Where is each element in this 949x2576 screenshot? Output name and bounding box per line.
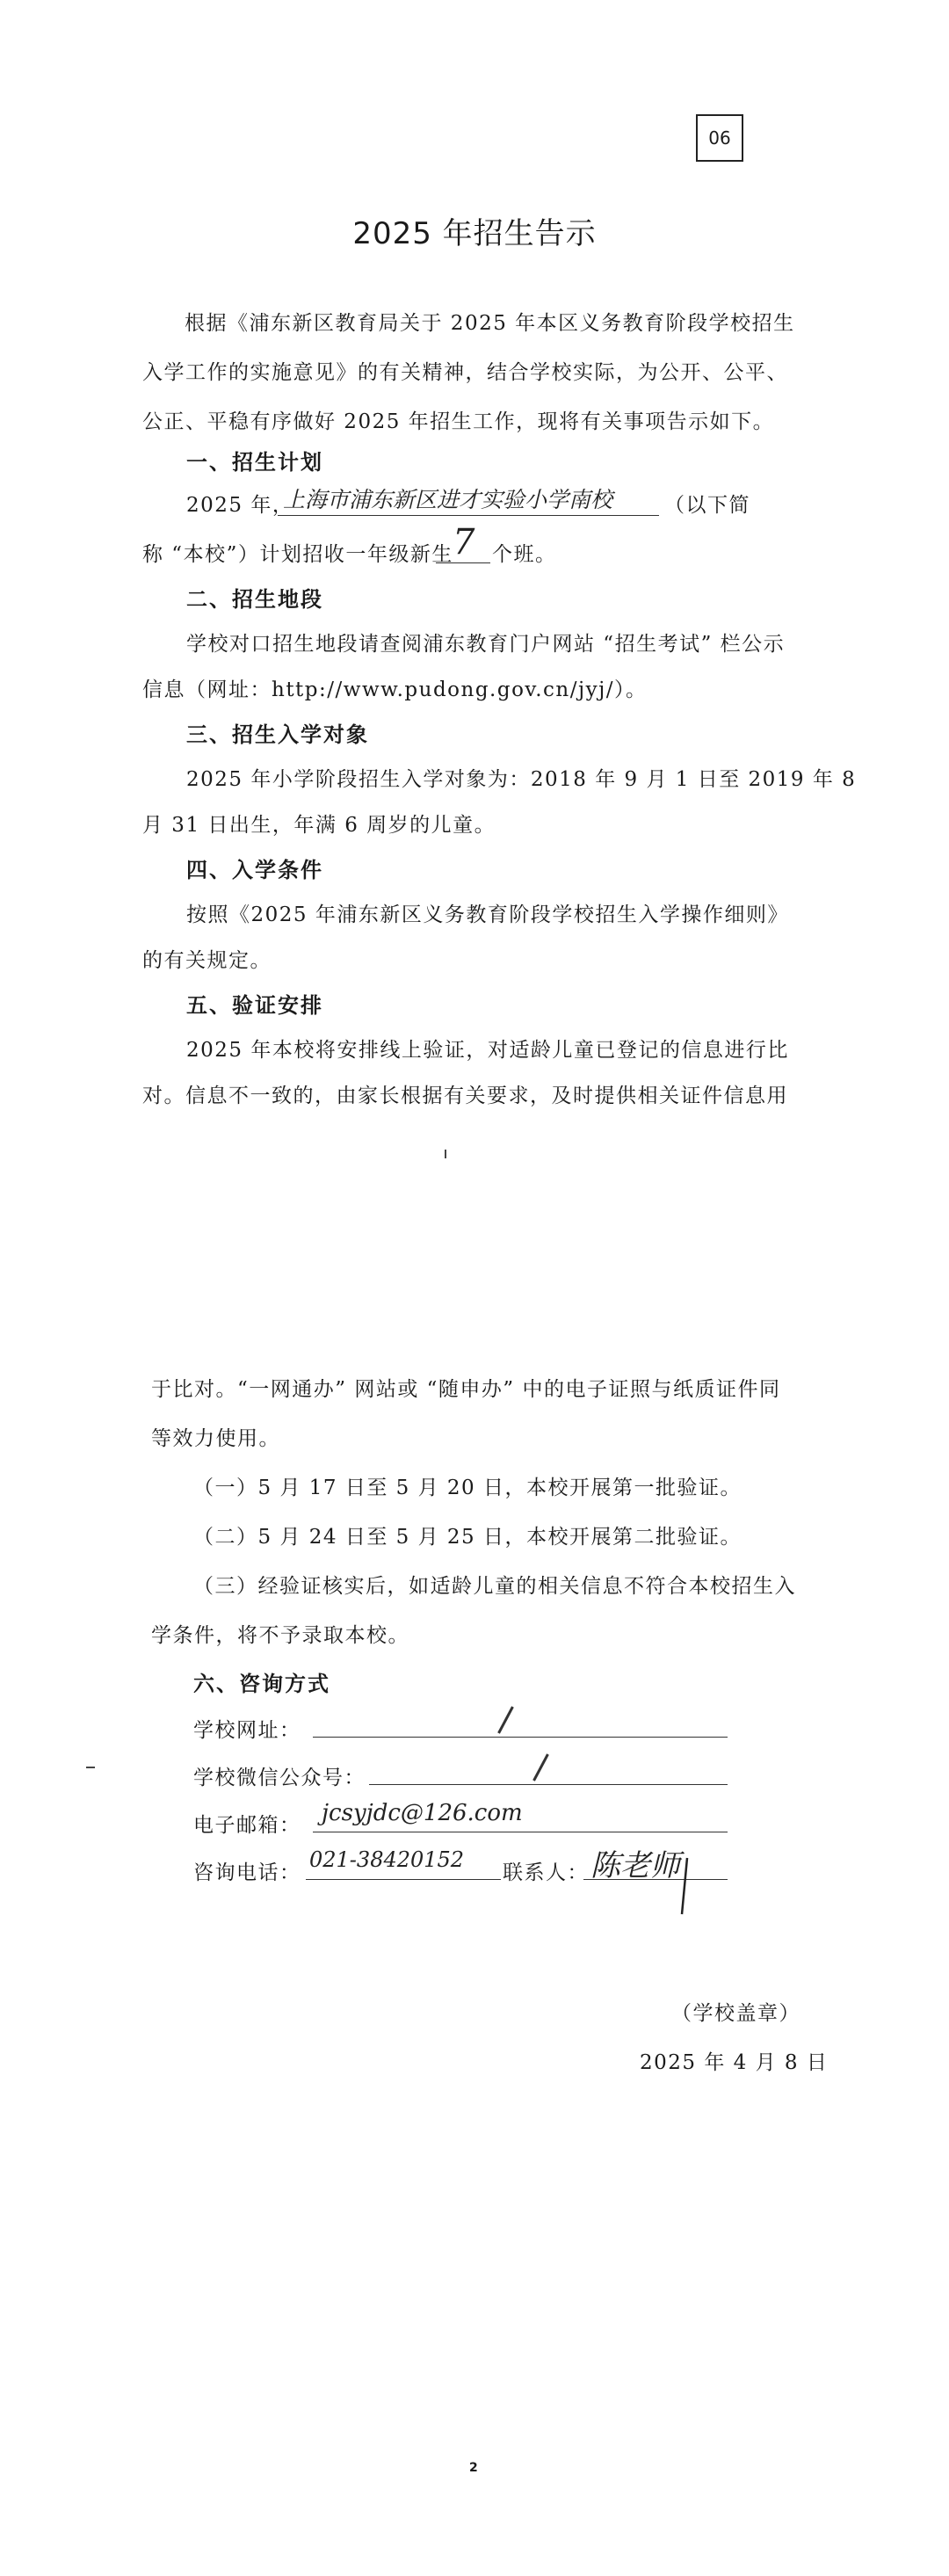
- margin-mark: [86, 1767, 95, 1768]
- school-name-underline: [278, 515, 659, 516]
- section-4-heading: 四、入学条件: [186, 858, 323, 882]
- section-4-line-1: 按照《2025 年浦东新区义务教育阶段学校招生入学操作细则》: [186, 903, 789, 926]
- verification-item-2: （二）5 月 24 日至 5 月 25 日，本校开展第二批验证。: [193, 1526, 742, 1549]
- class-count-underline: [436, 562, 490, 563]
- intro-line-3: 公正、平稳有序做好 2025 年招生工作，现将有关事项告示如下。: [142, 410, 775, 433]
- scan-mark: [445, 1150, 446, 1158]
- email-label: 电子邮箱：: [193, 1814, 301, 1837]
- section-2-line-2: 信息（网址：http://www.pudong.gov.cn/jyj/）。: [142, 678, 648, 701]
- intro-line-2: 入学工作的实施意见》的有关精神，结合学校实际，为公开、公平、: [142, 361, 788, 384]
- wechat-underline: [369, 1784, 728, 1785]
- section-1-line-2-prefix: 称 “本校”）计划招收一年级新生: [142, 543, 453, 566]
- section-3-line-1: 2025 年小学阶段招生入学对象为：2018 年 9 月 1 日至 2019 年 8: [186, 768, 857, 791]
- contact-signature-text: 陈老师: [590, 1848, 680, 1883]
- section-2-line-1: 学校对口招生地段请查阅浦东教育门户网站 “招生考试” 栏公示: [186, 633, 786, 656]
- section-5-line-2: 对。信息不一致的，由家长根据有关要求，及时提供相关证件信息用: [142, 1085, 788, 1107]
- verification-item-1: （一）5 月 17 日至 5 月 20 日，本校开展第一批验证。: [193, 1477, 742, 1499]
- section-4-line-2: 的有关规定。: [142, 949, 272, 972]
- intro-line-1: 根据《浦东新区教育局关于 2025 年本区义务教育阶段学校招生: [185, 312, 795, 335]
- phone-underline: [306, 1879, 501, 1880]
- section-5-heading: 五、验证安排: [186, 993, 323, 1018]
- verification-item-3: （三）经验证核实后，如适龄儿童的相关信息不符合本校招生入: [193, 1575, 796, 1598]
- email-handwritten: jcsyjdc@126.com: [322, 1800, 523, 1826]
- section-3-heading: 三、招生入学对象: [186, 722, 369, 747]
- section-1-line-1-suffix: （以下简: [664, 494, 750, 517]
- section-5-continued-line-1: 于比对。“一网通办” 网站或 “随申办” 中的电子证照与纸质证件同: [151, 1378, 781, 1401]
- page-number: 2: [469, 2461, 478, 2475]
- page-title: 2025 年招生告示: [352, 216, 597, 251]
- website-slash-mark: [497, 1706, 514, 1733]
- phone-handwritten: 021-38420152: [309, 1847, 465, 1872]
- section-1-line-2-suffix: 个班。: [492, 543, 557, 566]
- school-name-handwritten: 上海市浦东新区进才实验小学南校: [283, 487, 613, 512]
- section-1-heading: 一、招生计划: [186, 450, 323, 475]
- class-count-handwritten: 7: [453, 522, 475, 562]
- document-number-box: [696, 114, 743, 162]
- wechat-label: 学校微信公众号：: [193, 1767, 366, 1789]
- website-underline: [313, 1737, 728, 1738]
- section-5-continued-line-2: 等效力使用。: [151, 1427, 280, 1450]
- verification-item-3-cont: 学条件，将不予录取本校。: [151, 1624, 409, 1647]
- school-seal-note: （学校盖章）: [671, 2002, 800, 2025]
- section-3-line-2: 月 31 日出生，年满 6 周岁的儿童。: [142, 814, 496, 837]
- phone-label: 咨询电话：: [193, 1861, 301, 1884]
- contact-signature: [587, 1840, 728, 1919]
- intro-paragraph: [142, 299, 810, 446]
- document-number: 06: [708, 127, 731, 149]
- section-2-heading: 二、招生地段: [186, 587, 323, 612]
- contact-label: 联系人：: [503, 1861, 589, 1884]
- website-label: 学校网址：: [193, 1719, 301, 1742]
- section-5-line-1: 2025 年本校将安排线上验证，对适龄儿童已登记的信息进行比: [186, 1039, 789, 1062]
- notice-date: 2025 年 4 月 8 日: [640, 2051, 829, 2074]
- section-1-line-1-prefix: 2025 年，: [186, 494, 294, 517]
- wechat-slash-mark: [532, 1753, 549, 1781]
- signature-stroke: [682, 1858, 687, 1914]
- section-6-heading: 六、咨询方式: [193, 1672, 330, 1696]
